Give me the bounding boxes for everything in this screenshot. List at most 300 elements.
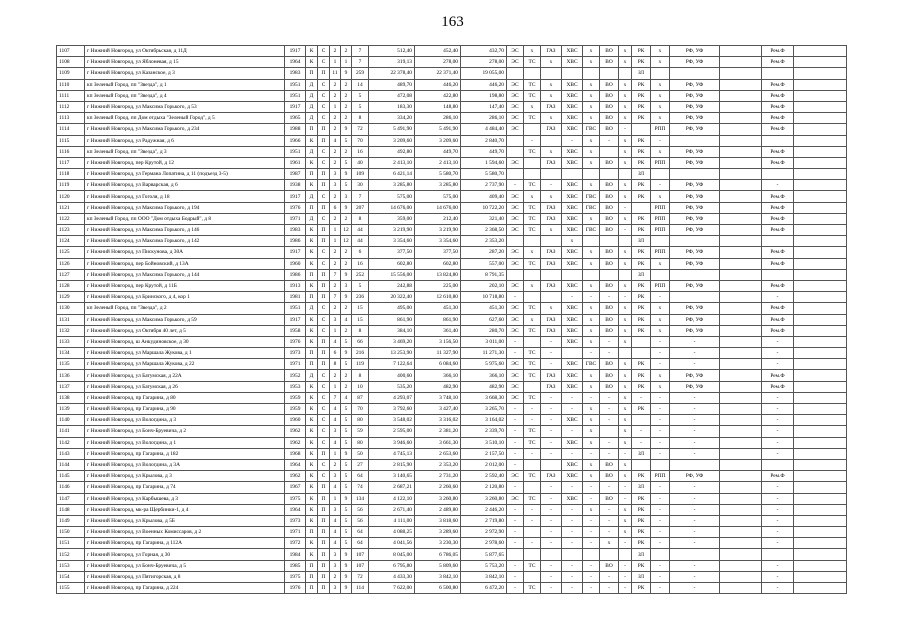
table-cell: РК [632, 527, 651, 538]
table-cell: ГАЗ [541, 202, 562, 213]
table-cell: г Нижний Новгород, ул Вологдина, д 3А [85, 459, 285, 470]
table-row [57, 471, 847, 482]
table-cell: С [318, 370, 330, 381]
table-cell: г Нижний Новгород, пер Крутой, д 12 [85, 157, 285, 168]
table-cell: - [762, 415, 794, 426]
table-cell: 3 946,60 [369, 437, 415, 448]
table-cell: х [541, 57, 562, 68]
table-cell [720, 404, 762, 415]
table-row [57, 280, 847, 291]
table-cell: - [651, 415, 670, 426]
table-cell: 1951 [285, 90, 306, 101]
table-cell: 1119 [57, 180, 85, 191]
table-cell [524, 527, 541, 538]
table-cell [720, 68, 762, 79]
table-cell: х [651, 370, 670, 381]
table-cell: г Нижний Новгород, ул Германа Лопатина, д 11 (подъезд 3-5) [85, 169, 285, 180]
table-cell: х [541, 90, 562, 101]
table-cell: х [583, 180, 600, 191]
table-cell: 2 489,80 [415, 504, 461, 515]
table-cell: - [619, 448, 632, 459]
table-cell: 9 [341, 169, 352, 180]
table-cell: 1971 [285, 213, 306, 224]
table-cell: - [583, 571, 600, 582]
table-cell: 3 [341, 280, 352, 291]
table-cell: ГАЗ [541, 381, 562, 392]
table-cell: 319,13 [369, 57, 415, 68]
table-cell: х [524, 46, 541, 57]
table-cell: 3 164,02 [461, 415, 507, 426]
table-cell: 13 253,90 [369, 348, 415, 359]
table-cell: ХВС [562, 471, 583, 482]
table-cell: г Нижний Новгород, ул Казанское, д 3 [85, 68, 285, 79]
table-cell: П [318, 180, 330, 191]
table-cell: - [619, 124, 632, 135]
table-cell: х [583, 213, 600, 224]
table-cell: 183,30 [369, 101, 415, 112]
table-cell: 3 140,65 [369, 471, 415, 482]
table-cell: 207 [352, 202, 369, 213]
table-cell [720, 292, 762, 303]
table-cell: х [583, 471, 600, 482]
table-cell: х [619, 515, 632, 526]
table-cell [720, 448, 762, 459]
table-cell [524, 157, 541, 168]
table-cell: - [562, 583, 583, 594]
table-cell: П [318, 538, 330, 549]
table-cell: 9 [341, 348, 352, 359]
table-cell [720, 583, 762, 594]
table-cell: - [541, 560, 562, 571]
table-cell: 5 975,60 [461, 359, 507, 370]
table-cell: х [583, 101, 600, 112]
table-row [57, 258, 847, 269]
table-cell: С [318, 57, 330, 68]
table-cell: 472,08 [369, 90, 415, 101]
table-cell: 2 381,20 [415, 426, 461, 437]
table-cell: 384,10 [369, 325, 415, 336]
table-cell: ВО [600, 213, 619, 224]
table-cell: К [306, 404, 318, 415]
table-cell: РФ, УФ [670, 213, 720, 224]
table-cell: ГВС [583, 124, 600, 135]
table-cell: - [562, 538, 583, 549]
table-cell: ТС [524, 392, 541, 403]
table-cell: 2 [330, 303, 341, 314]
table-cell [720, 46, 762, 57]
table-cell: 1112 [57, 101, 85, 112]
table-cell: ВО [600, 493, 619, 504]
table-cell-empty [794, 448, 847, 459]
table-cell [507, 236, 524, 247]
table-cell: х [524, 280, 541, 291]
table-cell: 4 293,07 [369, 392, 415, 403]
table-cell: 12 [341, 236, 352, 247]
table-cell: Д [306, 370, 318, 381]
table-cell [600, 169, 619, 180]
table-cell: 1153 [57, 560, 85, 571]
table-cell: 1917 [285, 191, 306, 202]
table-row [57, 146, 847, 157]
table-cell-empty [794, 426, 847, 437]
table-cell: Д [306, 113, 318, 124]
table-cell [720, 493, 762, 504]
table-cell [524, 336, 541, 347]
table-cell: 10 722,20 [461, 202, 507, 213]
table-cell: 1964 [285, 57, 306, 68]
table-cell: Рем.Ф [762, 124, 794, 135]
table-cell: ЭС [507, 247, 524, 258]
table-cell: ХВС [562, 157, 583, 168]
table-cell: 2 [341, 247, 352, 258]
table-cell: х [619, 415, 632, 426]
table-cell: 3 469,20 [369, 336, 415, 347]
table-cell: - [600, 448, 619, 459]
table-cell: ГАЗ [541, 157, 562, 168]
table-cell: - [507, 482, 524, 493]
table-cell: 1108 [57, 57, 85, 68]
table-cell: С [318, 146, 330, 157]
table-cell: - [762, 180, 794, 191]
table-cell: ВО [600, 202, 619, 213]
table-cell: 7 [352, 46, 369, 57]
table-cell: 252 [352, 269, 369, 280]
table-cell: 3 748,10 [415, 392, 461, 403]
table-cell: ХВС [562, 90, 583, 101]
table-cell [762, 68, 794, 79]
table-cell: - [619, 571, 632, 582]
table-cell: х [619, 57, 632, 68]
table-cell: Рем.Ф [762, 191, 794, 202]
table-cell: РФ, УФ [670, 113, 720, 124]
table-cell: 2 [330, 370, 341, 381]
table-cell: х [651, 57, 670, 68]
table-cell: - [619, 482, 632, 493]
table-cell: - [562, 135, 583, 146]
table-cell: х [524, 247, 541, 258]
table-cell: х [619, 404, 632, 415]
table-cell: 1983 [285, 68, 306, 79]
table-cell-empty [794, 515, 847, 526]
table-cell: ХВС [562, 213, 583, 224]
table-cell: г Нижний Новгород, ул Батумская, д 22А [85, 370, 285, 381]
table-cell: 2 [341, 370, 352, 381]
table-cell: Д [306, 303, 318, 314]
table-cell: 3 842,10 [415, 571, 461, 582]
table-row [57, 381, 847, 392]
table-cell: П [318, 448, 330, 459]
table-cell: 492,80 [369, 146, 415, 157]
table-cell: х [651, 113, 670, 124]
table-cell: 1964 [285, 459, 306, 470]
table-cell: 3 265,70 [461, 404, 507, 415]
table-cell: - [600, 336, 619, 347]
table-cell [720, 527, 762, 538]
table-cell: 22 378,40 [369, 68, 415, 79]
table-cell: Рем.Ф [762, 101, 794, 112]
table-cell: ВО [600, 225, 619, 236]
table-cell: 2 120,80 [461, 482, 507, 493]
table-cell: 1129 [57, 292, 85, 303]
table-cell: 2 157,50 [461, 448, 507, 459]
table-cell: 3 792,60 [369, 404, 415, 415]
table-cell: х [583, 404, 600, 415]
table-cell: С [318, 247, 330, 258]
table-cell: х [583, 46, 600, 57]
table-cell: г Нижний Новгород, ул Маршала Жукова, д 22 [85, 359, 285, 370]
table-cell: РК [632, 292, 651, 303]
table-cell: 2 [330, 90, 341, 101]
table-cell: К [306, 157, 318, 168]
table-cell [619, 169, 632, 180]
table-cell: 4 111,00 [369, 515, 415, 526]
table-cell: 5 [341, 527, 352, 538]
table-cell: ЭС [507, 359, 524, 370]
table-cell: 9 [341, 583, 352, 594]
table-cell: х [619, 280, 632, 291]
table-cell: 74 [352, 482, 369, 493]
table-cell: - [762, 292, 794, 303]
table-cell: РК [632, 280, 651, 291]
table-cell: 13 824,80 [415, 269, 461, 280]
table-cell [524, 169, 541, 180]
table-cell: 5 [352, 90, 369, 101]
table-cell: ЭС [507, 157, 524, 168]
table-cell: 2 719,80 [461, 515, 507, 526]
table-cell: К [306, 437, 318, 448]
table-cell: ХВС [562, 180, 583, 191]
table-cell: РК [632, 560, 651, 571]
table-cell: - [651, 392, 670, 403]
table-cell: 366,10 [415, 370, 461, 381]
table-cell: ВО [600, 57, 619, 68]
table-cell: - [670, 571, 720, 582]
table-cell: х [619, 247, 632, 258]
table-cell: 1961 [285, 157, 306, 168]
table-cell: - [762, 404, 794, 415]
table-cell [720, 236, 762, 247]
table-cell: П [306, 571, 318, 582]
table-cell [524, 459, 541, 470]
table-cell: х [619, 180, 632, 191]
table-cell-empty [794, 336, 847, 347]
table-row [57, 46, 847, 57]
table-cell [670, 549, 720, 560]
table-cell: х [619, 471, 632, 482]
table-cell: РФ, УФ [670, 180, 720, 191]
table-cell: 1975 [285, 571, 306, 582]
table-cell: 2 [341, 101, 352, 112]
table-cell: - [562, 292, 583, 303]
table-cell: х [583, 57, 600, 68]
table-cell: 30 [352, 180, 369, 191]
table-cell: 1951 [285, 79, 306, 90]
table-cell: 575,00 [369, 191, 415, 202]
table-cell: - [670, 415, 720, 426]
table-row [57, 336, 847, 347]
table-cell: 1135 [57, 359, 85, 370]
table-cell: РФ, УФ [670, 191, 720, 202]
table-cell [600, 426, 619, 437]
table-cell: 861,90 [415, 314, 461, 325]
table-cell: ВО [600, 180, 619, 191]
table-cell: - [651, 560, 670, 571]
table-cell: 4 433,30 [369, 571, 415, 582]
table-cell: 3 [330, 314, 341, 325]
table-cell: 44 [352, 225, 369, 236]
table-cell [541, 269, 562, 280]
table-cell: - [670, 448, 720, 459]
table-cell: ХВС [562, 124, 583, 135]
table-cell: - [651, 135, 670, 146]
table-cell [720, 415, 762, 426]
table-cell: 1953 [285, 381, 306, 392]
table-cell [720, 303, 762, 314]
table-cell: х [600, 538, 619, 549]
table-cell [720, 504, 762, 515]
table-cell: 9 [341, 448, 352, 459]
table-cell: 1154 [57, 571, 85, 582]
table-cell: 3 [330, 471, 341, 482]
table-cell: 15 [352, 314, 369, 325]
table-cell [762, 135, 794, 146]
table-cell: С [318, 191, 330, 202]
table-cell: 3 011,00 [461, 336, 507, 347]
table-cell: ВО [600, 381, 619, 392]
table-cell: 11 271,30 [461, 348, 507, 359]
table-cell: ВО [600, 314, 619, 325]
table-cell: - [583, 560, 600, 571]
table-cell: 12 [341, 225, 352, 236]
table-cell: 1134 [57, 348, 85, 359]
table-cell: ГАЗ [541, 370, 562, 381]
table-cell: РФ, УФ [670, 258, 720, 269]
table-cell: 4 [330, 135, 341, 146]
table-cell: Рем.Ф [762, 157, 794, 168]
table-cell: 5 [341, 180, 352, 191]
table-cell: - [583, 527, 600, 538]
table-cell [720, 280, 762, 291]
table-cell: П [306, 583, 318, 594]
table-cell: ЭС [507, 471, 524, 482]
table-cell: ГАЗ [541, 247, 562, 258]
table-cell: 44 [352, 236, 369, 247]
table-cell: - [562, 392, 583, 403]
table-cell: г Нижний Новгород, ш Анкудиновское, д 30 [85, 336, 285, 347]
table-cell: 64 [352, 538, 369, 549]
table-cell: ТС [524, 79, 541, 90]
table-cell [632, 124, 651, 135]
table-cell: 6 [352, 247, 369, 258]
table-cell [720, 146, 762, 157]
table-cell [632, 459, 651, 470]
table-cell: Рем.Ф [762, 57, 794, 68]
table-cell: 1152 [57, 549, 85, 560]
table-cell-empty [794, 471, 847, 482]
table-cell [720, 247, 762, 258]
table-cell: - [583, 515, 600, 526]
table-cell: П [306, 202, 318, 213]
table-cell: ЭС [507, 113, 524, 124]
table-cell: 5 [341, 426, 352, 437]
table-cell: 72 [352, 124, 369, 135]
table-cell: 1985 [285, 560, 306, 571]
table-cell: - [670, 583, 720, 594]
table-cell: 3 156,50 [415, 336, 461, 347]
table-cell: ТС [524, 471, 541, 482]
table-cell: РФ, УФ [670, 471, 720, 482]
table-cell: - [762, 359, 794, 370]
table-cell: ХВС [562, 247, 583, 258]
table-cell: х [619, 90, 632, 101]
table-cell: - [541, 583, 562, 594]
table-cell: 1115 [57, 135, 85, 146]
table-cell [600, 269, 619, 280]
table-cell-empty [794, 169, 847, 180]
table-cell: х [619, 213, 632, 224]
table-cell: К [306, 325, 318, 336]
table-cell: 1962 [285, 471, 306, 482]
table-row [57, 392, 847, 403]
table-cell-empty [794, 146, 847, 157]
table-cell: РК [632, 493, 651, 504]
table-cell: ХВС [562, 336, 583, 347]
table-cell [632, 348, 651, 359]
table-cell: Рем.Ф [762, 146, 794, 157]
table-cell: х [651, 381, 670, 392]
table-cell [670, 459, 720, 470]
table-cell: ВО [600, 471, 619, 482]
table-cell: х [651, 314, 670, 325]
table-cell: - [651, 404, 670, 415]
table-cell: 64 [352, 527, 369, 538]
table-cell: 1155 [57, 583, 85, 594]
table-cell: - [762, 583, 794, 594]
table-cell: - [507, 426, 524, 437]
table-cell: ЗЛ [632, 68, 651, 79]
table-cell: К [306, 459, 318, 470]
table-cell: 4 [330, 538, 341, 549]
table-row [57, 482, 847, 493]
table-cell: П [306, 124, 318, 135]
table-cell: х [583, 79, 600, 90]
table-cell: 7 122,64 [369, 359, 415, 370]
table-cell: кп Зеленый Город, пп Дом отдыха "Зеленый Город", д 5 [85, 113, 285, 124]
table-cell: 7 [330, 292, 341, 303]
table-cell: 1913 [285, 280, 306, 291]
table-cell: С [318, 46, 330, 57]
table-cell [720, 113, 762, 124]
table-cell: - [541, 336, 562, 347]
table-cell: х [651, 258, 670, 269]
table-cell: С [318, 392, 330, 403]
table-cell: П [318, 583, 330, 594]
table-cell: - [600, 583, 619, 594]
table-cell: 212,40 [415, 213, 461, 224]
table-cell-empty [794, 225, 847, 236]
table-cell: 602,80 [369, 258, 415, 269]
table-cell [619, 68, 632, 79]
table-cell [720, 549, 762, 560]
table-row [57, 68, 847, 79]
table-cell: 70 [352, 404, 369, 415]
table-cell: П [318, 493, 330, 504]
table-cell: ЗЛ [632, 549, 651, 560]
table-cell: 1114 [57, 124, 85, 135]
table-cell [583, 549, 600, 560]
table-cell: - [507, 459, 524, 470]
table-cell: ЭС [507, 191, 524, 202]
